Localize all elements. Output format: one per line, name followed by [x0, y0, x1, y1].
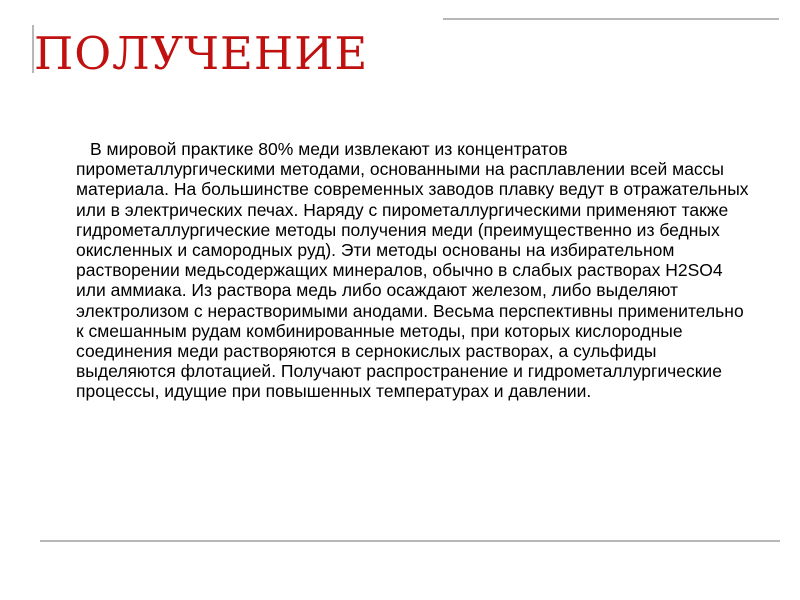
top-divider	[443, 18, 779, 20]
slide-title: ПОЛУЧЕНИЕ	[34, 27, 369, 80]
bottom-divider	[40, 540, 780, 542]
slide-body-text: В мировой практике 80% меди извлекают из концентратов пирометаллургическими методами, основанными на расплавлении всей массы материала. На большинстве современных заводов плавку ведут в отражательных или в электрических печах. Наряду с пирометаллургическими применяют также гидрометаллургические методы получения меди (преимущественно из бедных окисленных и самородных руд). Эти методы основаны на избирательном растворении медьсодержащих минералов, обычно в слабых растворах H2SO4 или аммиака. Из раствора медь либо осаждают железом, либо выделяют электролизом с нерастворимыми анодами. Весьма перспективны применительно к смешанным рудам комбинированные методы, при которых кислородные соединения меди растворяются в сернокислых растворах, а сульфиды выделяются флотацией. Получают распространение и гидрометаллургические процессы, идущие при повышенных температурах и давлении.	[76, 139, 749, 402]
